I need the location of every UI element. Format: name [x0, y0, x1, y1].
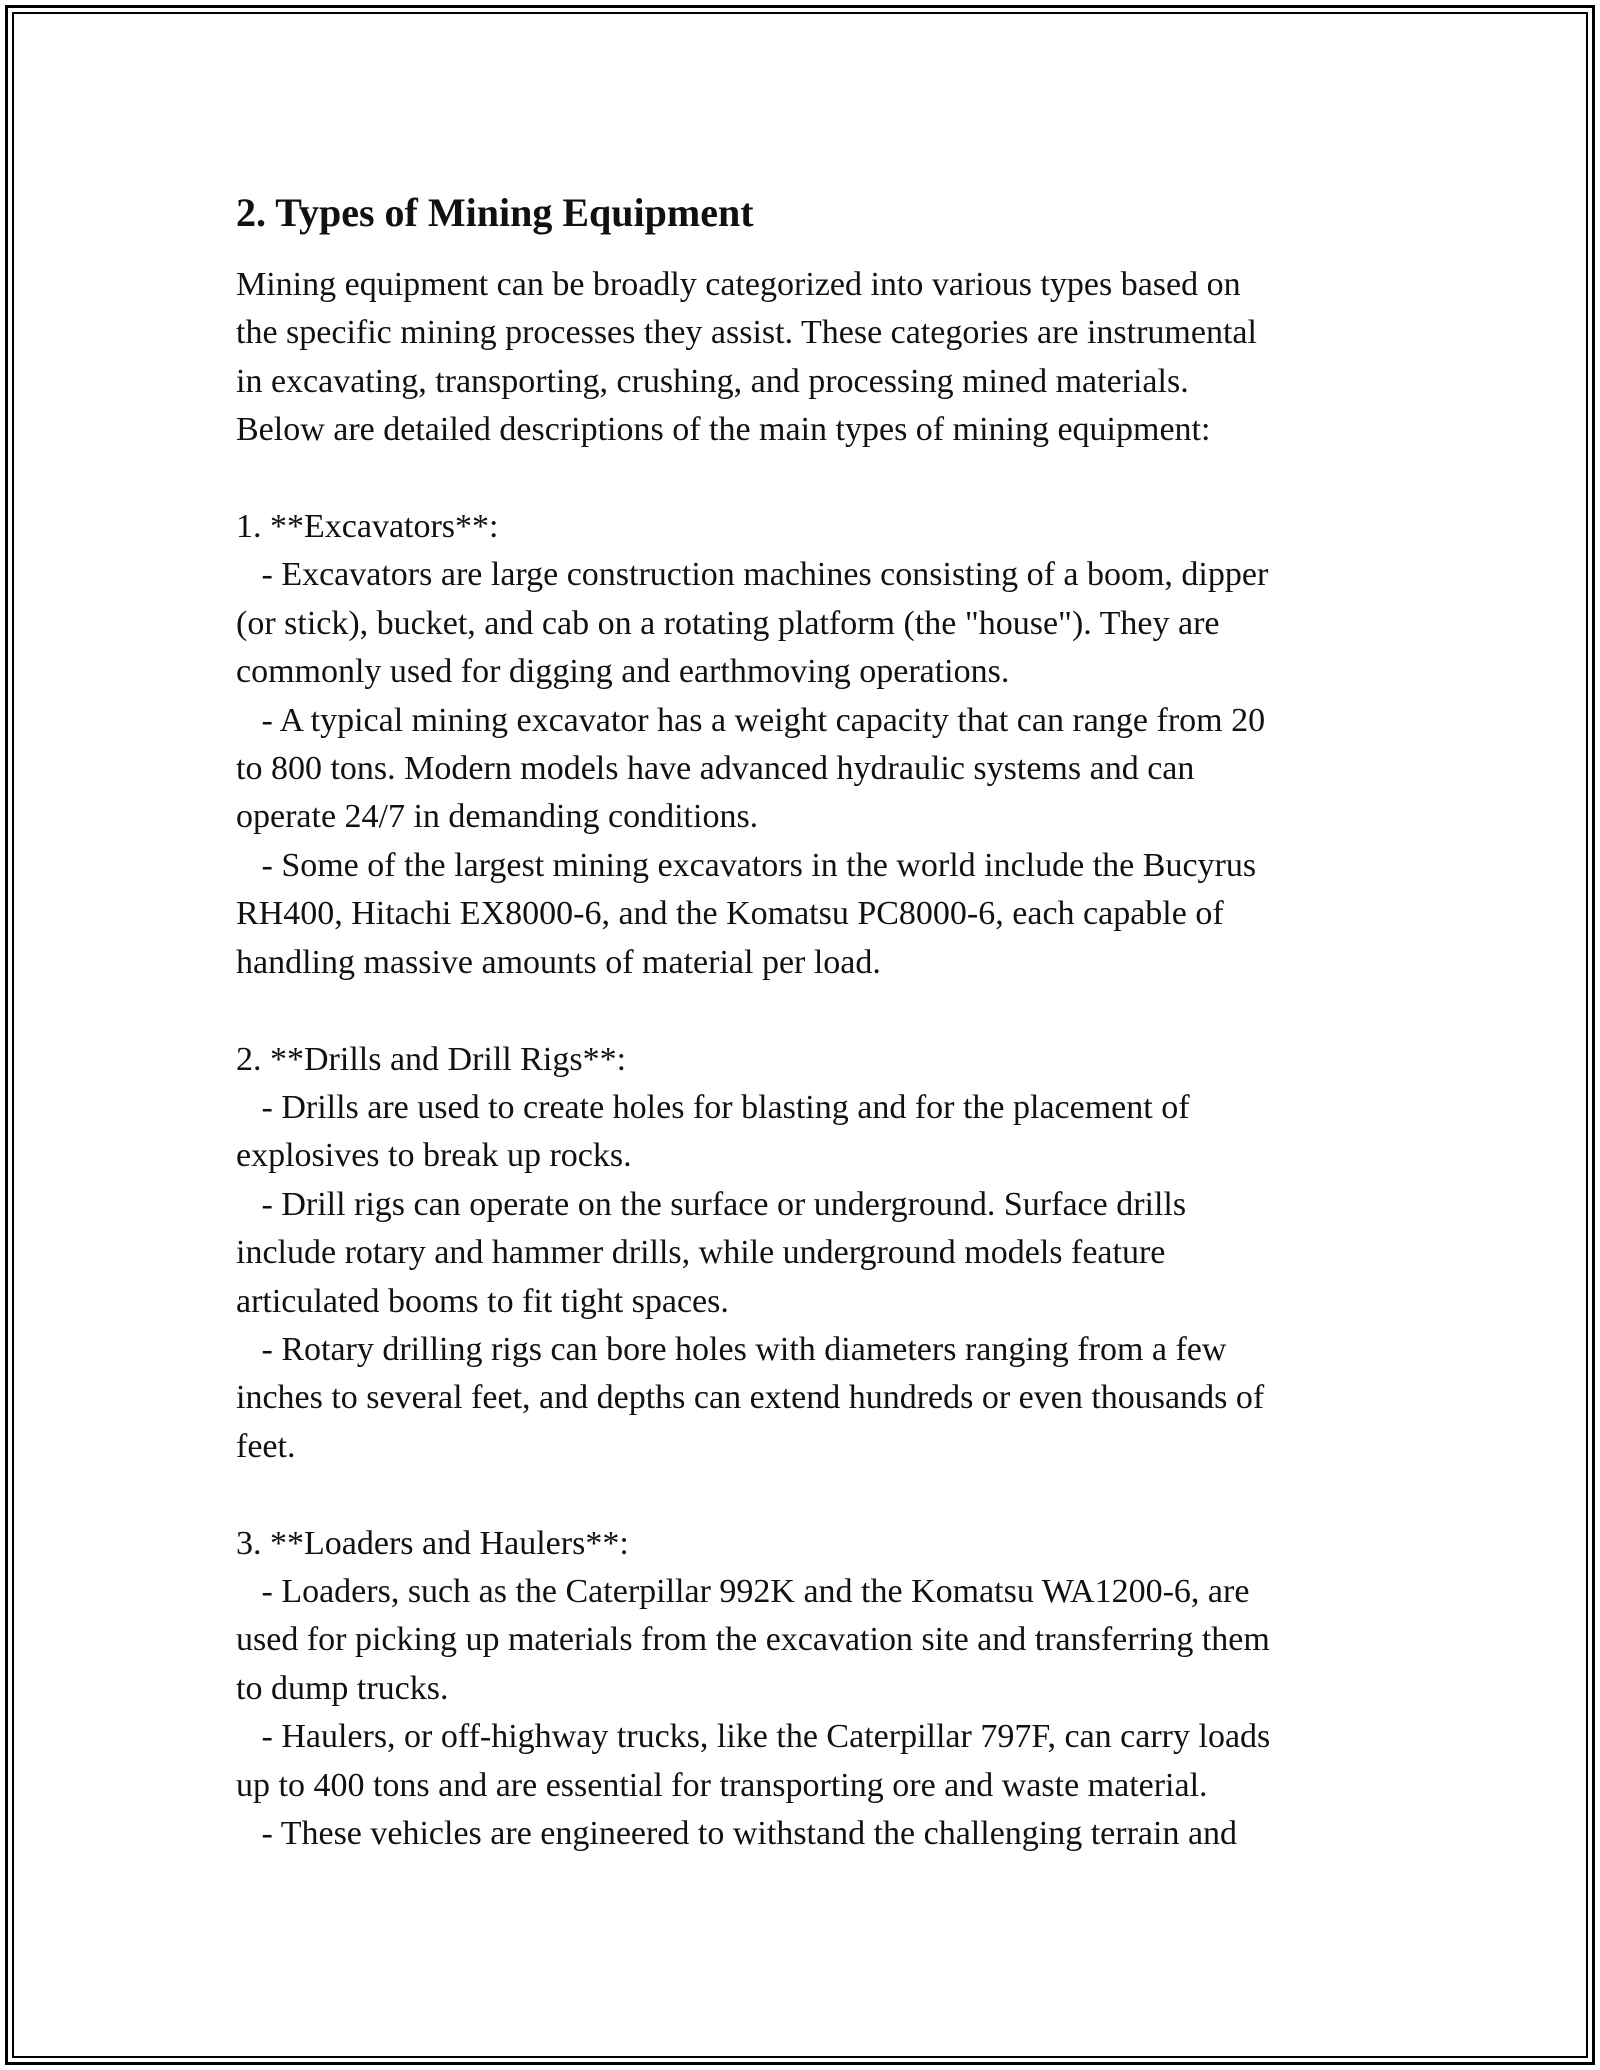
section-heading: 2. Types of Mining Equipment	[236, 190, 754, 235]
document-content	[236, 185, 1366, 1858]
body-text: Mining equipment can be broadly categorized into various types based on the specific mining processes they assist. These categories are instrumental in excavating, transporting, crushing, and processing mined materials. Below are detailed descriptions of the main types of mining equipment: 1. **Excavators**: - Excavators are large construction machines consisting of a boom, dipper (or stick), bucket, and cab on a rotating platform (the "house"). They are commonly used for digging and earthmoving operations. - A typical mining excavator has a weight capacity that can range from 20 to 800 tons. Modern models have advanced hydraulic systems and can operate 24/7 in demanding conditions. - Some of the largest mining excavators in the world include the Bucyrus RH400, Hitachi EX8000-6, and the Komatsu PC8000-6, each capable of handling massive amounts of material per load. 2. **Drills and Drill Rigs**: - Drills are used to create holes for blasting and for the placement of explosives to break up rocks. - Drill rigs can operate on the surface or underground. Surface drills include rotary and hammer drills, while underground models feature articulated booms to fit tight spaces. - Rotary drilling rigs can bore holes with diameters ranging from a few inches to several feet, and depths can extend hundreds or even thousands of feet. 3. **Loaders and Haulers**: - Loaders, such as the Caterpillar 992K and the Komatsu WA1200-6, are used for picking up materials from the excavation site and transferring them to dump trucks. - Haulers, or off-highway trucks, like the Caterpillar 797F, can carry loads up to 400 tons and are essential for transporting ore and waste material. - These vehicles are engineered to withstand the challenging terrain and	[236, 266, 1271, 1852]
